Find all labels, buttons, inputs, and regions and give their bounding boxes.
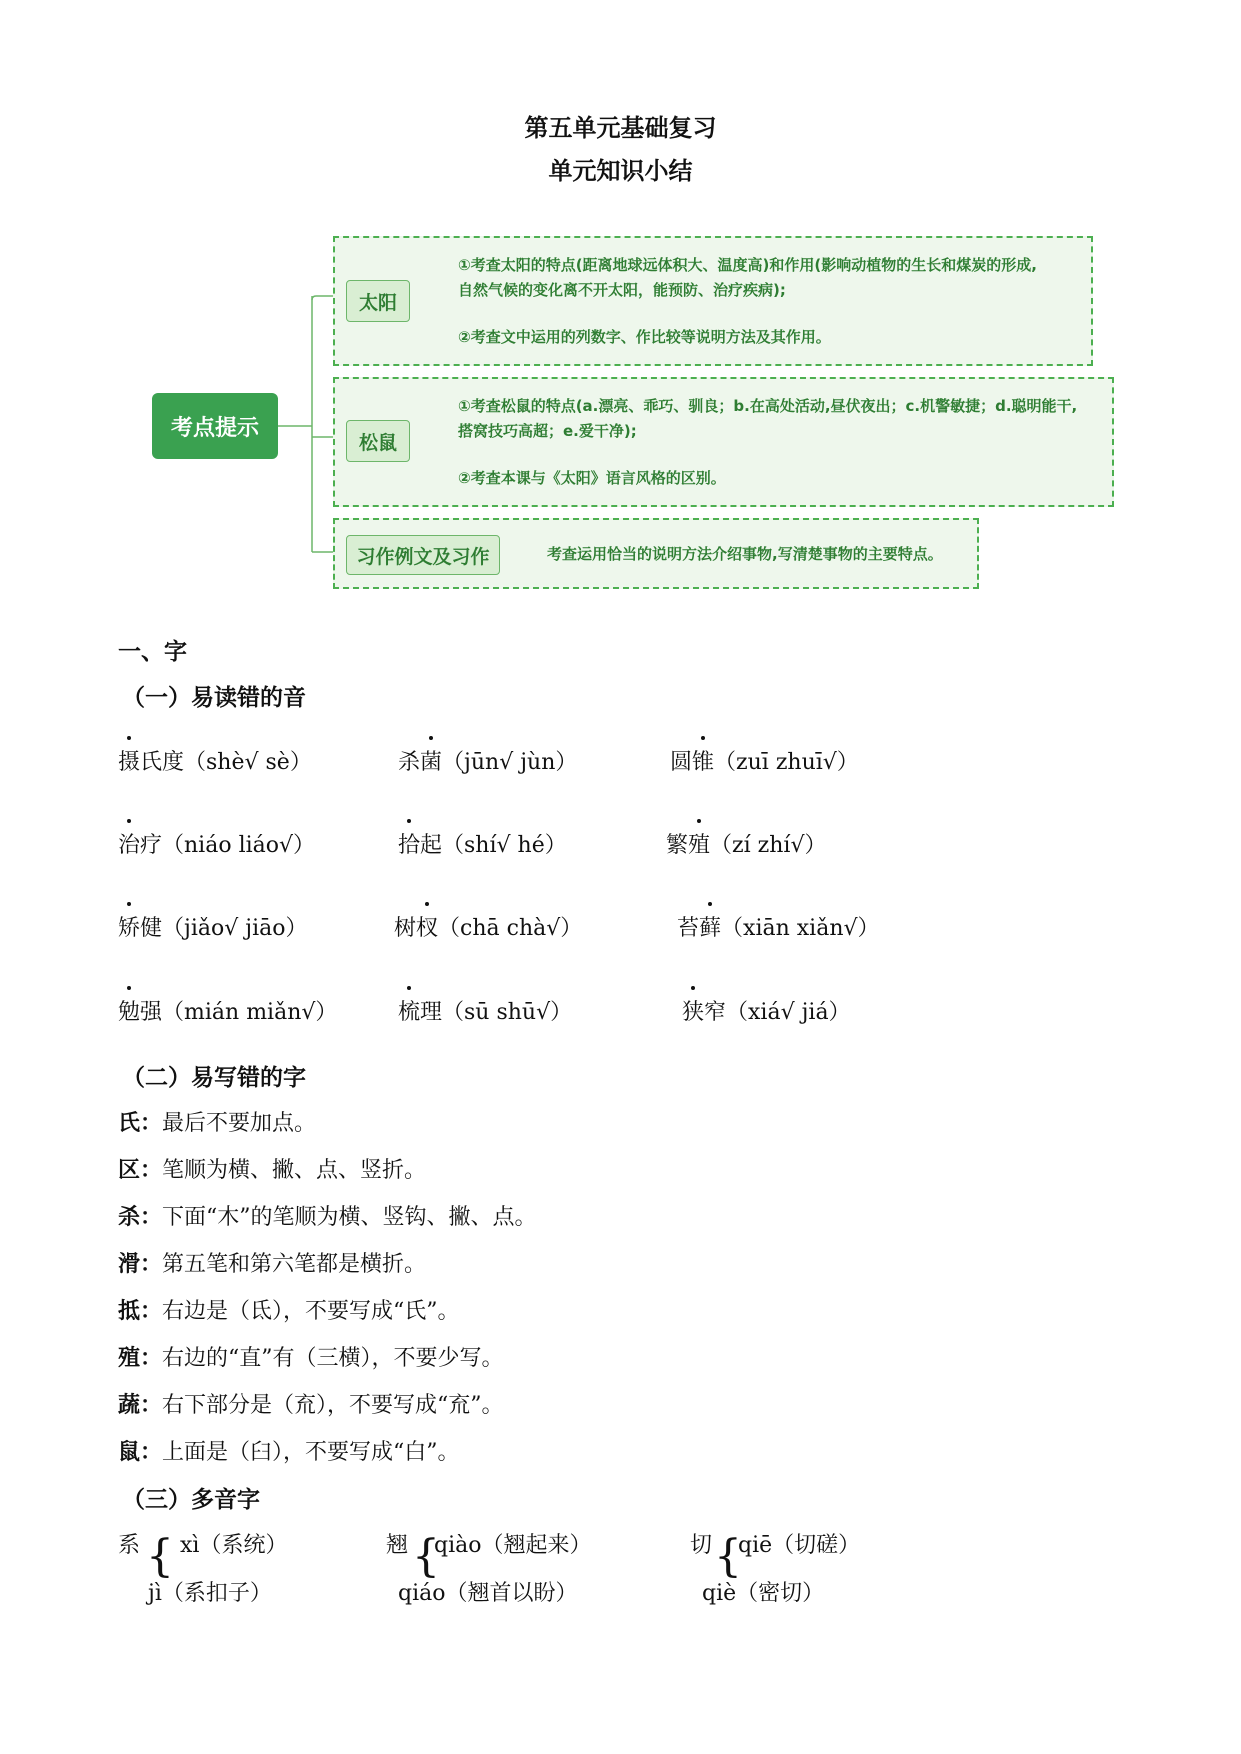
page-title: 第五单元基础复习 bbox=[524, 114, 717, 142]
writing-item: 区：笔顺为横、撇、点、竖折。 bbox=[118, 1158, 427, 1183]
writing-item: 蔬：右下部分是（㐬），不要写成“㐬”。 bbox=[118, 1393, 504, 1418]
page-subtitle: 单元知识小结 bbox=[548, 157, 693, 185]
polyphone-reading: qiáo（翘首以盼） bbox=[398, 1581, 578, 1606]
branch-sun: 太阳 bbox=[346, 280, 410, 322]
pronunciation-item: 圆锥（zuī zhuī√） bbox=[670, 745, 859, 776]
writing-item: 杀：下面“木”的笔顺为横、竖钩、撇、点。 bbox=[118, 1205, 537, 1230]
writing-point-1: 考查运用恰当的说明方法介绍事物,写清楚事物的主要特点。 bbox=[547, 545, 943, 563]
pronunciation-item: 拾起（shí√ hé） bbox=[398, 828, 567, 859]
sun-point-2: ②考查文中运用的列数字、作比较等说明方法及其作用。 bbox=[458, 328, 831, 346]
writing-item: 殖：右边的“直”有（三横），不要少写。 bbox=[118, 1346, 504, 1371]
pronunciation-item: 苔藓（xiān xiǎn√） bbox=[677, 911, 880, 942]
squirrel-point-2: ②考查本课与《太阳》语言风格的区别。 bbox=[458, 469, 726, 487]
pronunciation-item: 杀菌（jūn√ jùn） bbox=[398, 745, 577, 776]
pronunciation-item: 勉强（mián miǎn√） bbox=[118, 995, 337, 1026]
pronunciation-item: 繁殖（zí zhí√） bbox=[666, 828, 826, 859]
brace-icon: { bbox=[146, 1531, 174, 1582]
pronunciation-item: 矫健（jiǎo√ jiāo） bbox=[118, 911, 307, 942]
branch-writing: 习作例文及习作 bbox=[346, 535, 500, 575]
polyphone-reading: qiè（密切） bbox=[702, 1581, 825, 1606]
polyphone-char: 翘 bbox=[386, 1533, 409, 1558]
polyphone-reading: jì（系扣子） bbox=[148, 1581, 272, 1606]
polyphone-char: 系 bbox=[118, 1533, 141, 1558]
pronunciation-item: 狭窄（xiá√ jiá） bbox=[682, 995, 851, 1026]
mind-map-root: 考点提示 bbox=[152, 393, 278, 459]
writing-item: 滑：第五笔和第六笔都是横折。 bbox=[118, 1252, 427, 1277]
brace-icon: { bbox=[714, 1531, 742, 1582]
squirrel-point-1-cont: 搭窝技巧高超；e.爱干净); bbox=[458, 422, 637, 440]
pronunciation-item: 树杈（chā chà√） bbox=[394, 911, 582, 942]
branch-squirrel: 松鼠 bbox=[346, 420, 410, 462]
sun-point-1-cont: 自然气候的变化离不开太阳，能预防、治疗疾病); bbox=[458, 281, 786, 299]
subsection-heading-writing: （二）易写错的字 bbox=[122, 1065, 306, 1091]
writing-item: 鼠：上面是（臼），不要写成“白”。 bbox=[118, 1440, 460, 1465]
subsection-heading-pronunciation: （一）易读错的音 bbox=[122, 685, 306, 711]
polyphone-reading: xì（系统） bbox=[180, 1533, 288, 1558]
polyphone-char: 切 bbox=[690, 1533, 713, 1558]
polyphone-reading: qiē（切磋） bbox=[738, 1533, 861, 1558]
sun-point-1: ①考查太阳的特点(距离地球远体积大、温度高)和作用(影响动植物的生长和煤炭的形成, bbox=[458, 256, 1037, 274]
writing-item: 抵：右边是（氐），不要写成“氏”。 bbox=[118, 1299, 460, 1324]
pronunciation-item: 治疗（niáo liáo√） bbox=[118, 828, 315, 859]
polyphone-reading: qiào（翘起来） bbox=[434, 1533, 592, 1558]
section-heading: 一、字 bbox=[118, 639, 187, 665]
mind-map bbox=[0, 0, 1241, 620]
pronunciation-item: 梳理（sū shū√） bbox=[398, 995, 572, 1026]
brace-icon: { bbox=[412, 1531, 440, 1582]
pronunciation-item: 摄氏度（shè√ sè） bbox=[118, 745, 312, 776]
squirrel-point-1: ①考查松鼠的特点(a.漂亮、乖巧、驯良；b.在高处活动,昼伏夜出；c.机警敏捷；d.聪明能干, bbox=[458, 397, 1078, 415]
subsection-heading-polyphones: （三）多音字 bbox=[122, 1487, 260, 1513]
writing-item: 氏：最后不要加点。 bbox=[118, 1111, 317, 1136]
